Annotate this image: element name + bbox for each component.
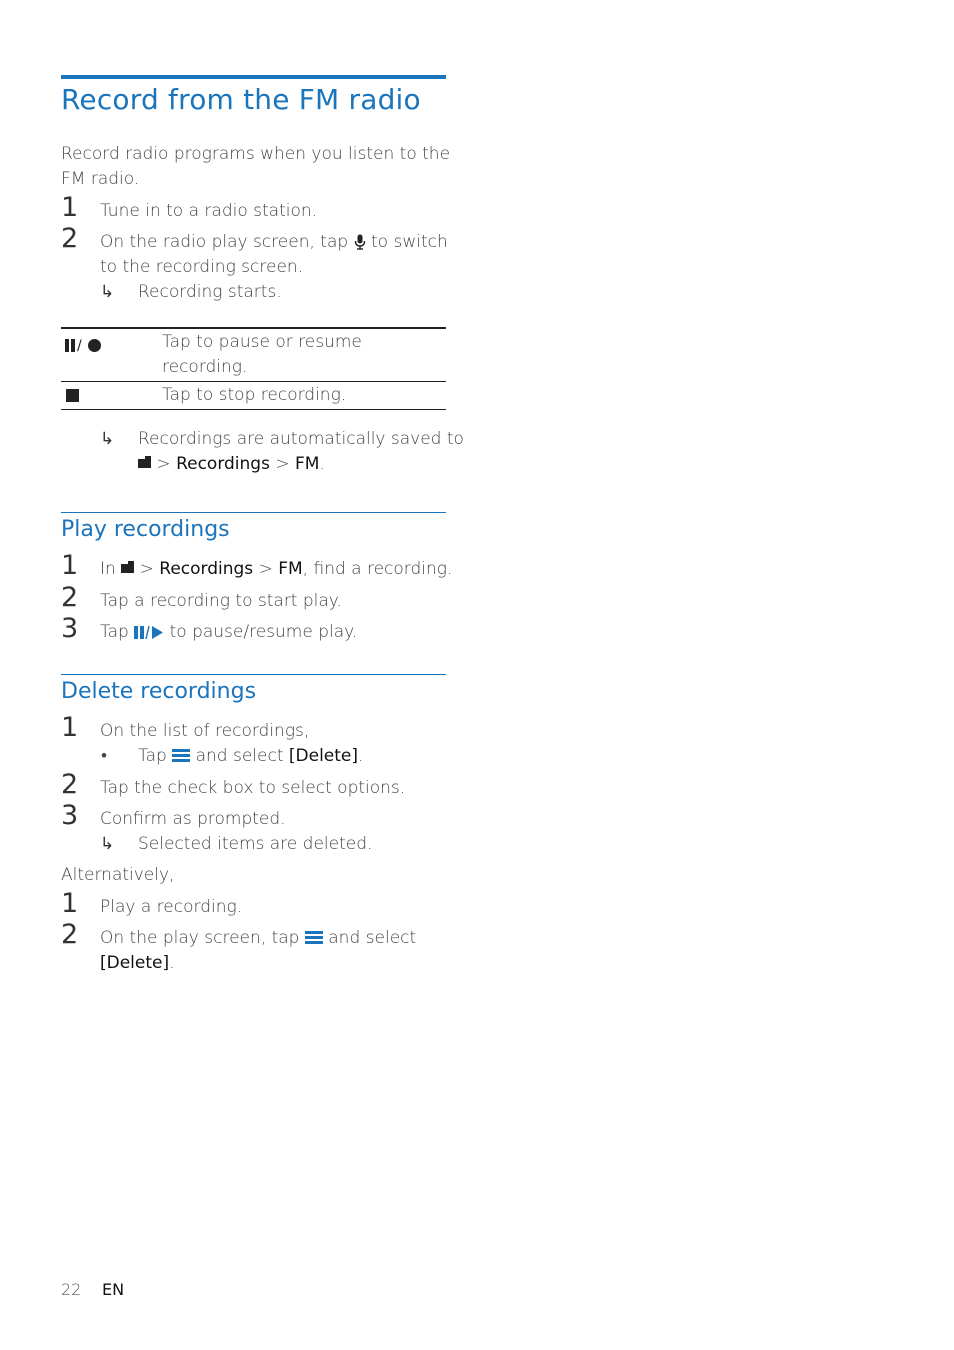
step-text-part: to pause/resume play. (169, 622, 358, 642)
table-row-rule (61, 381, 446, 382)
bullet-text (138, 744, 363, 769)
step-text-part: , find a recording. (302, 559, 453, 579)
page-number: 22 (61, 1280, 82, 1299)
step-number: 1 (61, 550, 79, 581)
menu-icon (172, 749, 190, 762)
step-text: Confirm as prompted. (100, 809, 286, 829)
table-bottom-rule (61, 409, 446, 410)
step-text-line2 (100, 951, 175, 976)
result-text: Recording starts. (138, 282, 282, 302)
table-top-rule (61, 327, 446, 329)
step-number: 1 (61, 712, 79, 743)
section-rule (61, 674, 446, 675)
table-cell: Tap to pause or resume (162, 332, 362, 352)
step-text-part: and select (328, 928, 417, 948)
step-text (100, 230, 448, 255)
step-text-part: Tap (100, 622, 129, 642)
path-fm: FM (278, 559, 303, 579)
step-number: 1 (61, 192, 79, 223)
step-number: 3 (61, 800, 79, 831)
step-text-part: On the play screen, tap (100, 928, 300, 948)
path-period: . (319, 454, 325, 474)
section-rule (61, 512, 446, 513)
intro-line2: FM radio. (61, 169, 140, 189)
path-separator: > (258, 559, 273, 579)
microphone-icon (354, 234, 366, 250)
icon-separator: / (77, 337, 82, 354)
page-title: Record from the FM radio (61, 83, 421, 116)
step-number: 2 (61, 919, 79, 950)
section-title-delete: Delete recordings (61, 679, 257, 704)
result-text: Selected items are deleted. (138, 834, 373, 854)
delete-option: [Delete] (100, 953, 170, 973)
path-recordings: Recordings (159, 559, 254, 579)
pause-record-icon (65, 335, 102, 354)
stop-icon (66, 389, 79, 402)
step-text (100, 620, 357, 645)
result-arrow-icon: ↳ (100, 282, 115, 302)
step-text: Tune in to a radio station. (100, 201, 318, 221)
intro-line1: Record radio programs when you listen to the (61, 144, 451, 164)
alternatively-text: Alternatively, (61, 865, 175, 885)
delete-option: [Delete] (288, 746, 359, 766)
step-text-part: On the radio play screen, tap (100, 232, 349, 252)
step-text-part: to switch (371, 232, 448, 252)
step-text: Tap a recording to start play. (100, 591, 342, 611)
step-text-part: and select (195, 746, 284, 766)
step-text-part: . (358, 746, 364, 766)
pause-play-icon (134, 626, 164, 639)
title-rule (61, 75, 446, 79)
menu-icon (305, 931, 323, 944)
step-text-line2: to the recording screen. (100, 257, 304, 277)
folder-icon (121, 564, 134, 573)
step-text (100, 926, 416, 951)
language-code: EN (102, 1280, 125, 1299)
step-text: Tap the check box to select options. (100, 778, 406, 798)
path-fm: FM (295, 454, 320, 474)
table-cell: recording. (162, 357, 248, 377)
step-text-part: . (169, 953, 175, 973)
section-title-play: Play recordings (61, 517, 230, 542)
path-separator: > (156, 454, 171, 474)
saved-path (138, 452, 325, 477)
saved-text: Recordings are automatically saved to (138, 429, 464, 449)
step-number: 2 (61, 223, 79, 254)
step-number: 3 (61, 613, 79, 644)
step-number: 1 (61, 888, 79, 919)
step-text (100, 557, 452, 582)
step-text-part: Tap (138, 746, 167, 766)
step-text: Play a recording. (100, 897, 243, 917)
result-arrow-icon: ↳ (100, 429, 115, 449)
bullet-marker: • (101, 746, 107, 766)
step-text: On the list of recordings, (100, 721, 310, 741)
step-number: 2 (61, 769, 79, 800)
folder-icon (138, 459, 151, 468)
record-icon (87, 338, 102, 353)
path-separator: > (139, 559, 154, 579)
result-arrow-icon: ↳ (100, 834, 115, 854)
table-cell: Tap to stop recording. (162, 385, 347, 405)
path-separator: > (275, 454, 290, 474)
step-text-part: In (100, 559, 116, 579)
step-number: 2 (61, 582, 79, 613)
path-recordings: Recordings (176, 454, 270, 474)
